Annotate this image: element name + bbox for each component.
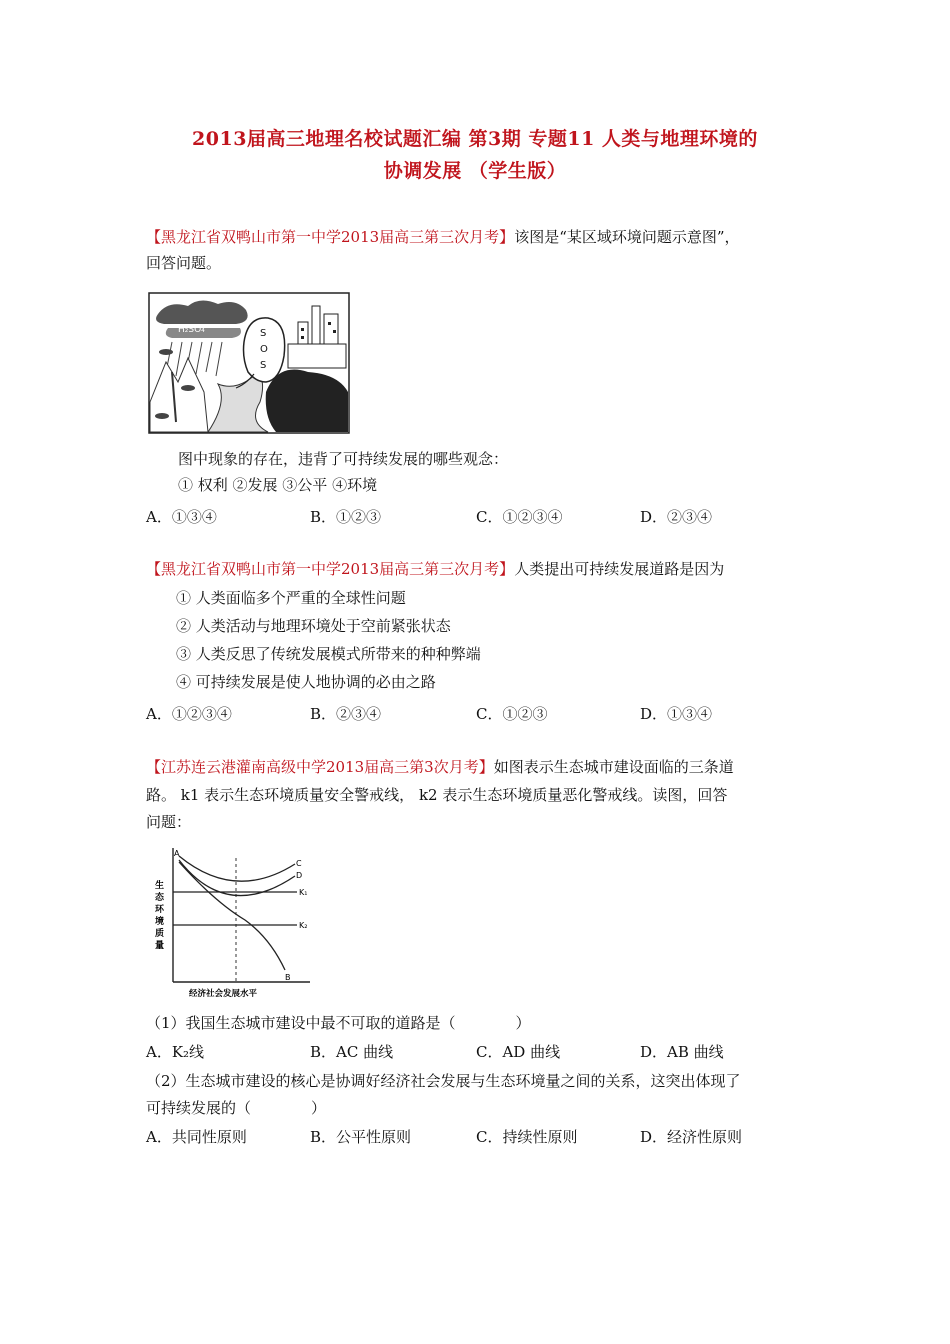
q3-sub1-option-c[interactable]: C．AD 曲线 <box>476 1043 561 1061</box>
page-title-line2: 协调发展 （学生版） <box>383 160 567 182</box>
q2-item-2: ② 人类活动与地理环境处于空前紧张状态 <box>176 617 451 635</box>
q1-intro <box>146 226 740 247</box>
environment-problem-figure <box>148 292 350 438</box>
q2-option-b[interactable]: B．②③④ <box>310 705 382 723</box>
label-c: C <box>296 859 302 868</box>
curve-ac <box>179 856 295 881</box>
q3-sub1-stem: （1）我国生态城市建设中最不可取的道路是（ ） <box>146 1014 531 1032</box>
label-a: A <box>174 849 180 858</box>
q2-intro <box>146 558 724 579</box>
q3-sub2-option-d[interactable]: D．经济性原则 <box>640 1128 743 1146</box>
eco-city-figure <box>145 842 325 1006</box>
q2-item-3: ③ 人类反思了传统发展模式所带来的种种弊端 <box>176 645 481 663</box>
q1-option-b[interactable]: B．①②③ <box>310 508 382 526</box>
ylabel-char-6: 量 <box>155 941 165 951</box>
q1-text2: 回答问题。 <box>146 254 222 272</box>
q2-option-c[interactable]: C．①②③ <box>476 705 548 723</box>
sos-letter-s1: S <box>260 328 267 339</box>
q1-source: 【黑龙江省双鸭山市第一中学2013届高三第三次月考】 <box>146 228 515 246</box>
acid-label: H₂SO₄ <box>178 325 205 335</box>
q1-option-c[interactable]: C．①②③④ <box>476 508 563 526</box>
q2-option-a[interactable]: A．①②③④ <box>146 705 232 723</box>
q2-item-4: ④ 可持续发展是使人地协调的必由之路 <box>176 673 436 691</box>
xlabel: 经济社会发展水平 <box>189 989 258 999</box>
ylabel-char-1: 生 <box>155 881 165 891</box>
curve-ad <box>179 860 295 896</box>
label-k1: K₁ <box>299 888 308 897</box>
q3-text1: 如图表示生态城市建设面临的三条道 <box>493 758 734 776</box>
ylabel-char-4: 境 <box>155 917 165 927</box>
q3-sub2-stem1: （2）生态城市建设的核心是协调好经济社会发展与生态环境量之间的关系，这突出体现了 <box>146 1072 741 1090</box>
q1-option-d[interactable]: D．②③④ <box>640 508 713 526</box>
q3-source: 【江苏连云港灌南高级中学2013届高三第3次月考】 <box>146 758 494 776</box>
q3-sub2-option-c[interactable]: C．持续性原则 <box>476 1128 578 1146</box>
q3-sub2-option-a[interactable]: A．共同性原则 <box>146 1128 247 1146</box>
sos-letter-o: O <box>260 344 268 355</box>
environment-problem-illustration <box>148 292 350 434</box>
label-d: D <box>296 871 303 880</box>
q3-sub1-option-b[interactable]: B．AC 曲线 <box>310 1043 394 1061</box>
q3-sub1-option-d[interactable]: D．AB 曲线 <box>640 1043 724 1061</box>
sos-letter-s2: S <box>260 360 267 371</box>
q2-source: 【黑龙江省双鸭山市第一中学2013届高三第三次月考】 <box>146 560 515 578</box>
q3-text2: 路。 k1 表示生态环境质量安全警戒线， k2 表示生态环境质量恶化警戒线。读图，回答 <box>146 786 728 804</box>
page-title-line1: 2013届高三地理名校试题汇编 第3期 专题11 人类与地理环境的 <box>192 128 758 150</box>
q2-option-d[interactable]: D．①③④ <box>640 705 713 723</box>
q3-text3: 问题： <box>146 813 192 831</box>
q1-stem: 图中现象的存在，违背了可持续发展的哪些观念： <box>178 450 509 468</box>
q3-intro <box>146 756 734 777</box>
label-b: B <box>285 973 291 982</box>
q2-text: 人类提出可持续发展道路是因为 <box>514 560 725 578</box>
q1-items: ① 权利 ②发展 ③公平 ④环境 <box>178 476 378 494</box>
q1-option-a[interactable]: A．①③④ <box>146 508 217 526</box>
q1-text1: 该图是“某区域环境问题示意图”， <box>514 228 740 246</box>
label-k2: K₂ <box>299 921 308 930</box>
q3-sub1-option-a[interactable]: A．K₂线 <box>146 1043 205 1061</box>
q2-item-1: ① 人类面临多个严重的全球性问题 <box>176 589 406 607</box>
q3-sub2-option-b[interactable]: B．公平性原则 <box>310 1128 412 1146</box>
eco-city-diagram <box>145 842 325 1002</box>
q3-sub2-stem2: 可持续发展的（ ） <box>146 1099 327 1117</box>
curve-ab <box>179 862 285 970</box>
ylabel-char-3: 环 <box>155 905 165 915</box>
ylabel-char-5: 质 <box>155 929 165 939</box>
ylabel-char-2: 态 <box>155 893 165 903</box>
